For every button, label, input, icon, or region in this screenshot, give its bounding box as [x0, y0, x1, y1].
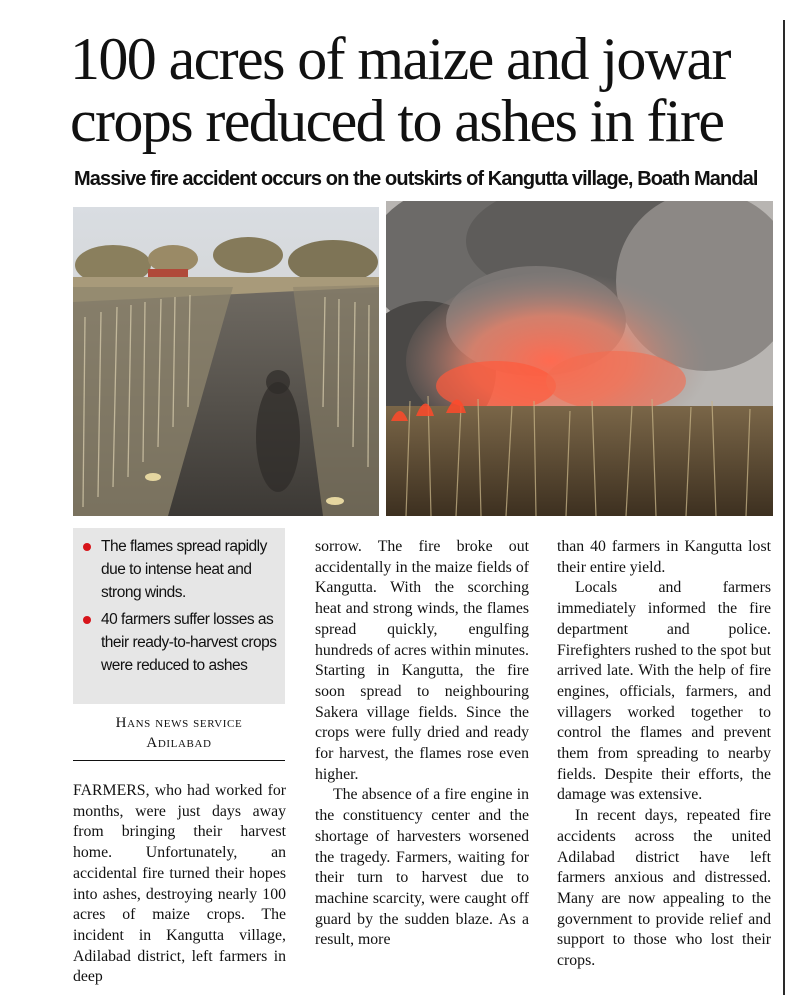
field-fire-photo	[386, 201, 773, 516]
bullet-icon	[83, 616, 91, 624]
headline	[70, 28, 780, 152]
byline-service: Hans news service	[115, 715, 243, 731]
subheadline: Massive fire accident occurs on the outskirts of Kangutta village, Boath Mandal	[74, 168, 758, 190]
article-paragraph: FARMERS, who had worked for months, were just days away from bringing their harvest home. Unfortunately, an accidental fire turned their hopes into ashes, destroying nearly 100 acres of maize crops. The incident in Kangutta village, Adilabad district, left farmers in deep	[73, 782, 286, 986]
headline-line-1: 100 acres of maize and jowar	[70, 26, 730, 92]
headline-line-2: crops reduced to ashes in fire	[70, 88, 724, 154]
article-paragraph: than 40 farmers in Kangutta lost their entire yield.	[557, 538, 771, 576]
byline-place: Adilabad	[146, 735, 212, 751]
article-column-2	[315, 537, 529, 951]
article-paragraph: In recent days, repeated fire accidents across the united Adilabad district have left farmers anxious and distressed. Many are now appealing to the government to provide relief and support to those who lost their crops.	[557, 807, 771, 970]
highlights-list	[83, 535, 279, 677]
column-rule	[783, 20, 785, 995]
article-column-1	[73, 781, 286, 988]
highlights-box	[73, 528, 285, 704]
article-paragraph: Locals and farmers immediately informed the fire department and police. Firefighters rushed to the spot but arrived late. With the help of fire engines, officials, farmers, and villagers worked together to control the flames and prevent them from spreading to nearby fields. Despite their efforts, the damage was extensive.	[557, 579, 771, 804]
article-paragraph: The absence of a fire engine in the constituency center and the shortage of harvesters worsened the tragedy. Farmers, waiting for their turn to harvest due to machine scarcity, were caught off guard by the sudden blaze. As a result, more	[315, 786, 529, 949]
highlight-item	[83, 535, 279, 604]
byline	[73, 713, 285, 753]
highlight-item	[83, 608, 279, 677]
highlight-text: 40 farmers suffer losses as their ready-to-harvest crops were reduced to ashes	[101, 611, 277, 674]
article-column-3	[557, 537, 771, 972]
burnt-field-photo	[73, 207, 379, 516]
highlight-text: The flames spread rapidly due to intense heat and strong winds.	[101, 538, 267, 601]
article-paragraph: sorrow. The fire broke out accidentally in the maize fields of Kangutta. With the scorching heat and strong winds, the flames spread quickly, engulfing hundreds of acres within minutes. Starting in Kangutta, the fire soon spread to neighbouring Sakera village fields. Since the crops were fully dried and ready for harvest, the flames rose even higher.	[315, 538, 529, 783]
bullet-icon	[83, 543, 91, 551]
byline-divider	[73, 760, 285, 761]
